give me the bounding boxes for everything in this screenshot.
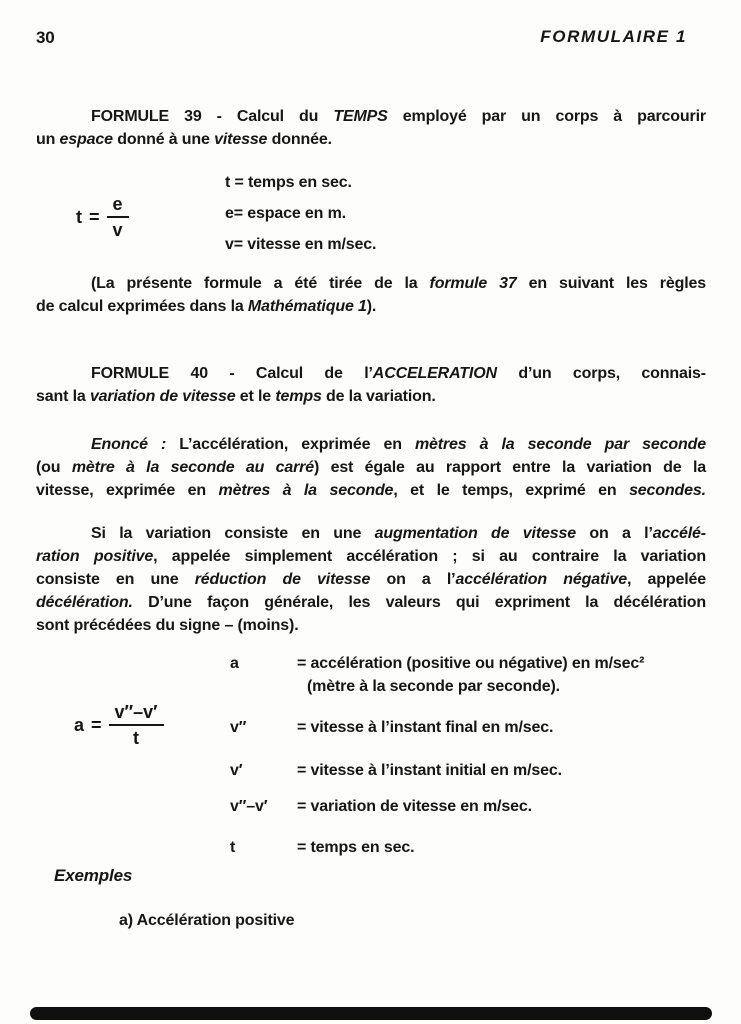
formule-39-note [36, 272, 706, 318]
formule-39-definitions [225, 171, 376, 264]
definition-row [230, 795, 532, 818]
page-number: 30 [36, 28, 55, 47]
scan-edge-bar [30, 1007, 712, 1020]
heading-line: sant la variation de vitesse et le temps de la variation. [36, 388, 436, 405]
heading-line: FORMULE 39 - Calcul du TEMPS employé par un corps à parcourir [91, 108, 706, 125]
definition-row [230, 716, 553, 739]
definition-text: = variation de vitesse en m/sec. [297, 798, 532, 815]
examples-heading: Exemples [54, 866, 133, 885]
formula-lhs: a [74, 714, 85, 735]
definition-text: = temps en sec. [297, 839, 415, 856]
definition-row [230, 652, 644, 675]
definition-text: (mètre à la seconde par seconde). [307, 678, 560, 695]
definition-symbol: v′ [230, 762, 243, 779]
fraction [109, 702, 164, 748]
definition-symbol: t [230, 839, 236, 856]
enonce-line: (ou mètre à la seconde au carré) est égale au rapport entre la variation de la [36, 459, 706, 476]
enonce-line: vitesse, exprimée en mètres à la seconde, et le temps, exprimé en secondes. [36, 482, 706, 499]
running-header: FORMULAIRE 1 [540, 27, 687, 46]
definition-text: = accélération (positive ou négative) en m/sec² [297, 655, 645, 672]
definition-line: t = temps en sec. [225, 174, 352, 191]
equals-sign: = [91, 714, 102, 735]
definition-line: e= espace en m. [225, 205, 346, 222]
definition-symbol: a [230, 655, 239, 672]
definition-row [230, 675, 560, 698]
fraction [107, 194, 129, 240]
formule-40-enonce [36, 433, 706, 502]
fraction-numerator: e [107, 194, 129, 218]
enonce-line: Enoncé : L’accélération, exprimée en mètres à la seconde par seconde [91, 436, 706, 453]
paragraph-line: ration positive, appelée simplement accélération ; si au contraire la variation [36, 548, 706, 565]
note-line: de calcul exprimées dans la Mathématique 1). [36, 298, 377, 315]
definition-text: = vitesse à l’instant final en m/sec. [297, 719, 554, 736]
heading-line: un espace donné à une vitesse donnée. [36, 131, 332, 148]
heading-line: FORMULE 40 - Calcul de l’ACCELERATION d’un corps, connais- [91, 365, 706, 382]
formule-39-heading [36, 105, 706, 151]
fraction-numerator: v″–v′ [109, 702, 164, 726]
definition-line: v= vitesse en m/sec. [225, 236, 377, 253]
paragraph-line: consiste en une réduction de vitesse on a l’accélération négative, appelée [36, 571, 707, 588]
paragraph-line: sont précédées du signe – (moins). [36, 617, 299, 634]
definition-symbol: v″ [230, 719, 247, 736]
note-line: (La présente formule a été tirée de la formule 37 en suivant les règles [91, 275, 706, 292]
fraction-denominator: v [112, 220, 123, 240]
definition-row [230, 759, 562, 782]
equals-sign: = [89, 206, 100, 227]
formula-40-expression [74, 702, 164, 748]
definition-text: = vitesse à l’instant initial en m/sec. [297, 762, 562, 779]
formule-40-heading [36, 362, 706, 408]
paragraph-line: Si la variation consiste en une augmentation de vitesse on a l’accélé- [91, 525, 706, 542]
formula-lhs: t [76, 206, 82, 227]
fraction-denominator: t [133, 728, 140, 748]
definition-symbol: v″–v′ [230, 798, 268, 815]
formula-39-expression [76, 194, 129, 240]
example-a-label: a) Accélération positive [119, 912, 295, 929]
definition-row [230, 836, 414, 859]
paragraph-line: décélération. D’une façon générale, les valeurs qui expriment la décélération [36, 594, 706, 611]
formule-40-paragraph [36, 522, 706, 637]
